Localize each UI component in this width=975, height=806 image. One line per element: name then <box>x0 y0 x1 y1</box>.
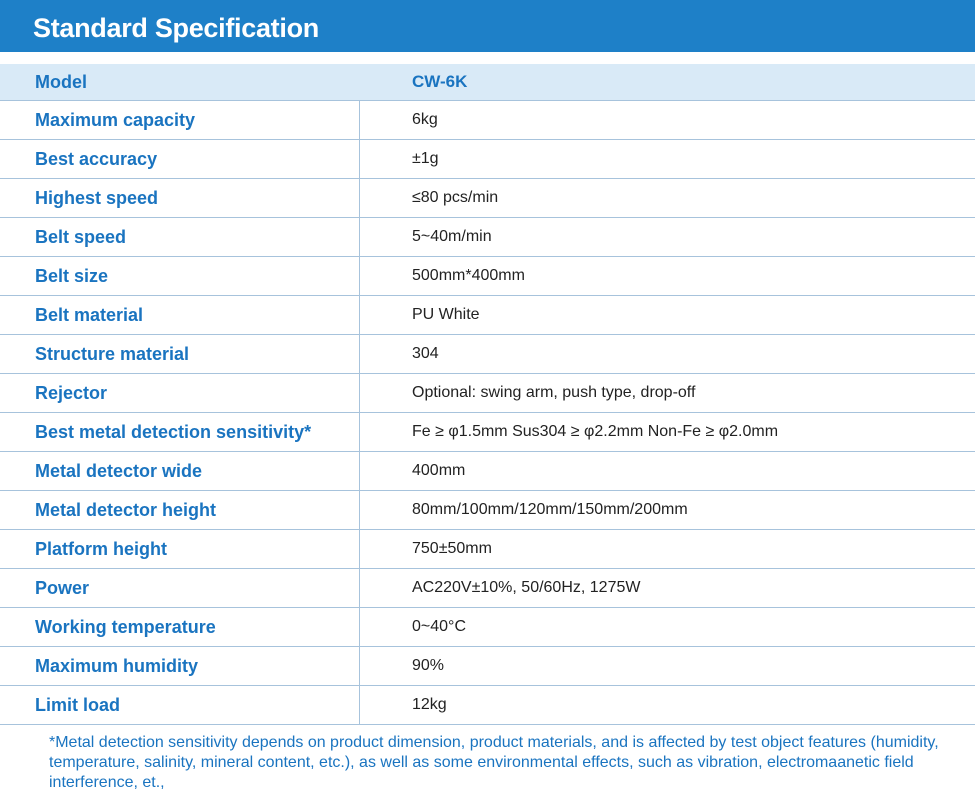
table-row <box>0 296 975 335</box>
table-header-row <box>0 64 975 101</box>
column-divider <box>359 491 360 529</box>
row-value: AC220V±10%, 50/60Hz, 1275W <box>412 579 641 596</box>
column-divider <box>359 296 360 334</box>
table-row <box>0 413 975 452</box>
header-label: Model <box>35 71 87 92</box>
row-label: Platform height <box>35 538 168 559</box>
row-label: Rejector <box>35 382 108 403</box>
row-value: PU White <box>412 306 480 323</box>
table-row <box>0 101 975 140</box>
row-value: 500mm*400mm <box>412 267 525 284</box>
table-row <box>0 647 975 686</box>
row-label: Belt speed <box>35 226 127 247</box>
row-label: Best accuracy <box>35 148 158 169</box>
row-label: Maximum humidity <box>35 655 199 676</box>
table-row <box>0 374 975 413</box>
row-label: Working temperature <box>35 616 216 637</box>
row-label: Limit load <box>35 694 120 715</box>
column-divider <box>359 530 360 568</box>
row-label: Metal detector wide <box>35 460 203 481</box>
row-label: Structure material <box>35 343 190 364</box>
row-value: 12kg <box>412 696 447 713</box>
header-value: CW-6K <box>412 72 468 91</box>
footnote: *Metal detection sensitivity depends on product dimension, product materials, and is affected by test object features (humidity, temperature, salinity, mineral content, etc.), as well as some environmental effects, such as vibration, electromaanetic field interference, et., <box>49 734 939 791</box>
row-value: Optional: swing arm, push type, drop-off <box>412 384 696 401</box>
table-row <box>0 257 975 296</box>
table-row <box>0 491 975 530</box>
row-value: 750±50mm <box>412 540 492 557</box>
row-value: 5~40m/min <box>412 228 492 245</box>
row-value: 400mm <box>412 462 466 479</box>
table-row <box>0 335 975 374</box>
column-divider <box>359 218 360 256</box>
column-divider <box>359 647 360 685</box>
column-divider <box>359 257 360 295</box>
column-divider <box>359 335 360 373</box>
row-label: Highest speed <box>35 187 159 208</box>
table-row <box>0 608 975 647</box>
column-divider <box>359 452 360 490</box>
column-divider <box>359 374 360 412</box>
column-divider <box>359 569 360 607</box>
table-row <box>0 686 975 725</box>
row-label: Best metal detection sensitivity* <box>35 421 312 442</box>
table-row <box>0 530 975 569</box>
row-value: ≤80 pcs/min <box>412 189 499 206</box>
row-label: Belt size <box>35 265 109 286</box>
column-divider <box>359 686 360 724</box>
table-row <box>0 218 975 257</box>
table-row <box>0 140 975 179</box>
spec-table <box>0 64 975 725</box>
row-label: Power <box>35 577 90 598</box>
column-divider <box>359 179 360 217</box>
title-bar <box>0 0 975 52</box>
row-value: Fe ≥ φ1.5mm Sus304 ≥ φ2.2mm Non-Fe ≥ φ2.0mm <box>412 423 779 440</box>
row-value: 304 <box>412 345 439 362</box>
row-value: ±1g <box>412 150 439 167</box>
row-label: Maximum capacity <box>35 109 196 130</box>
table-row <box>0 452 975 491</box>
page-title: Standard Specification <box>33 13 319 43</box>
row-value: 0~40°C <box>412 618 466 635</box>
row-label: Metal detector height <box>35 499 217 520</box>
row-value: 80mm/100mm/120mm/150mm/200mm <box>412 501 688 518</box>
table-row <box>0 179 975 218</box>
column-divider <box>359 140 360 178</box>
table-row <box>0 569 975 608</box>
column-divider <box>359 608 360 646</box>
column-divider <box>359 413 360 451</box>
row-label: Belt material <box>35 304 144 325</box>
row-value: 6kg <box>412 111 438 128</box>
column-divider <box>359 101 360 139</box>
row-value: 90% <box>412 657 445 674</box>
